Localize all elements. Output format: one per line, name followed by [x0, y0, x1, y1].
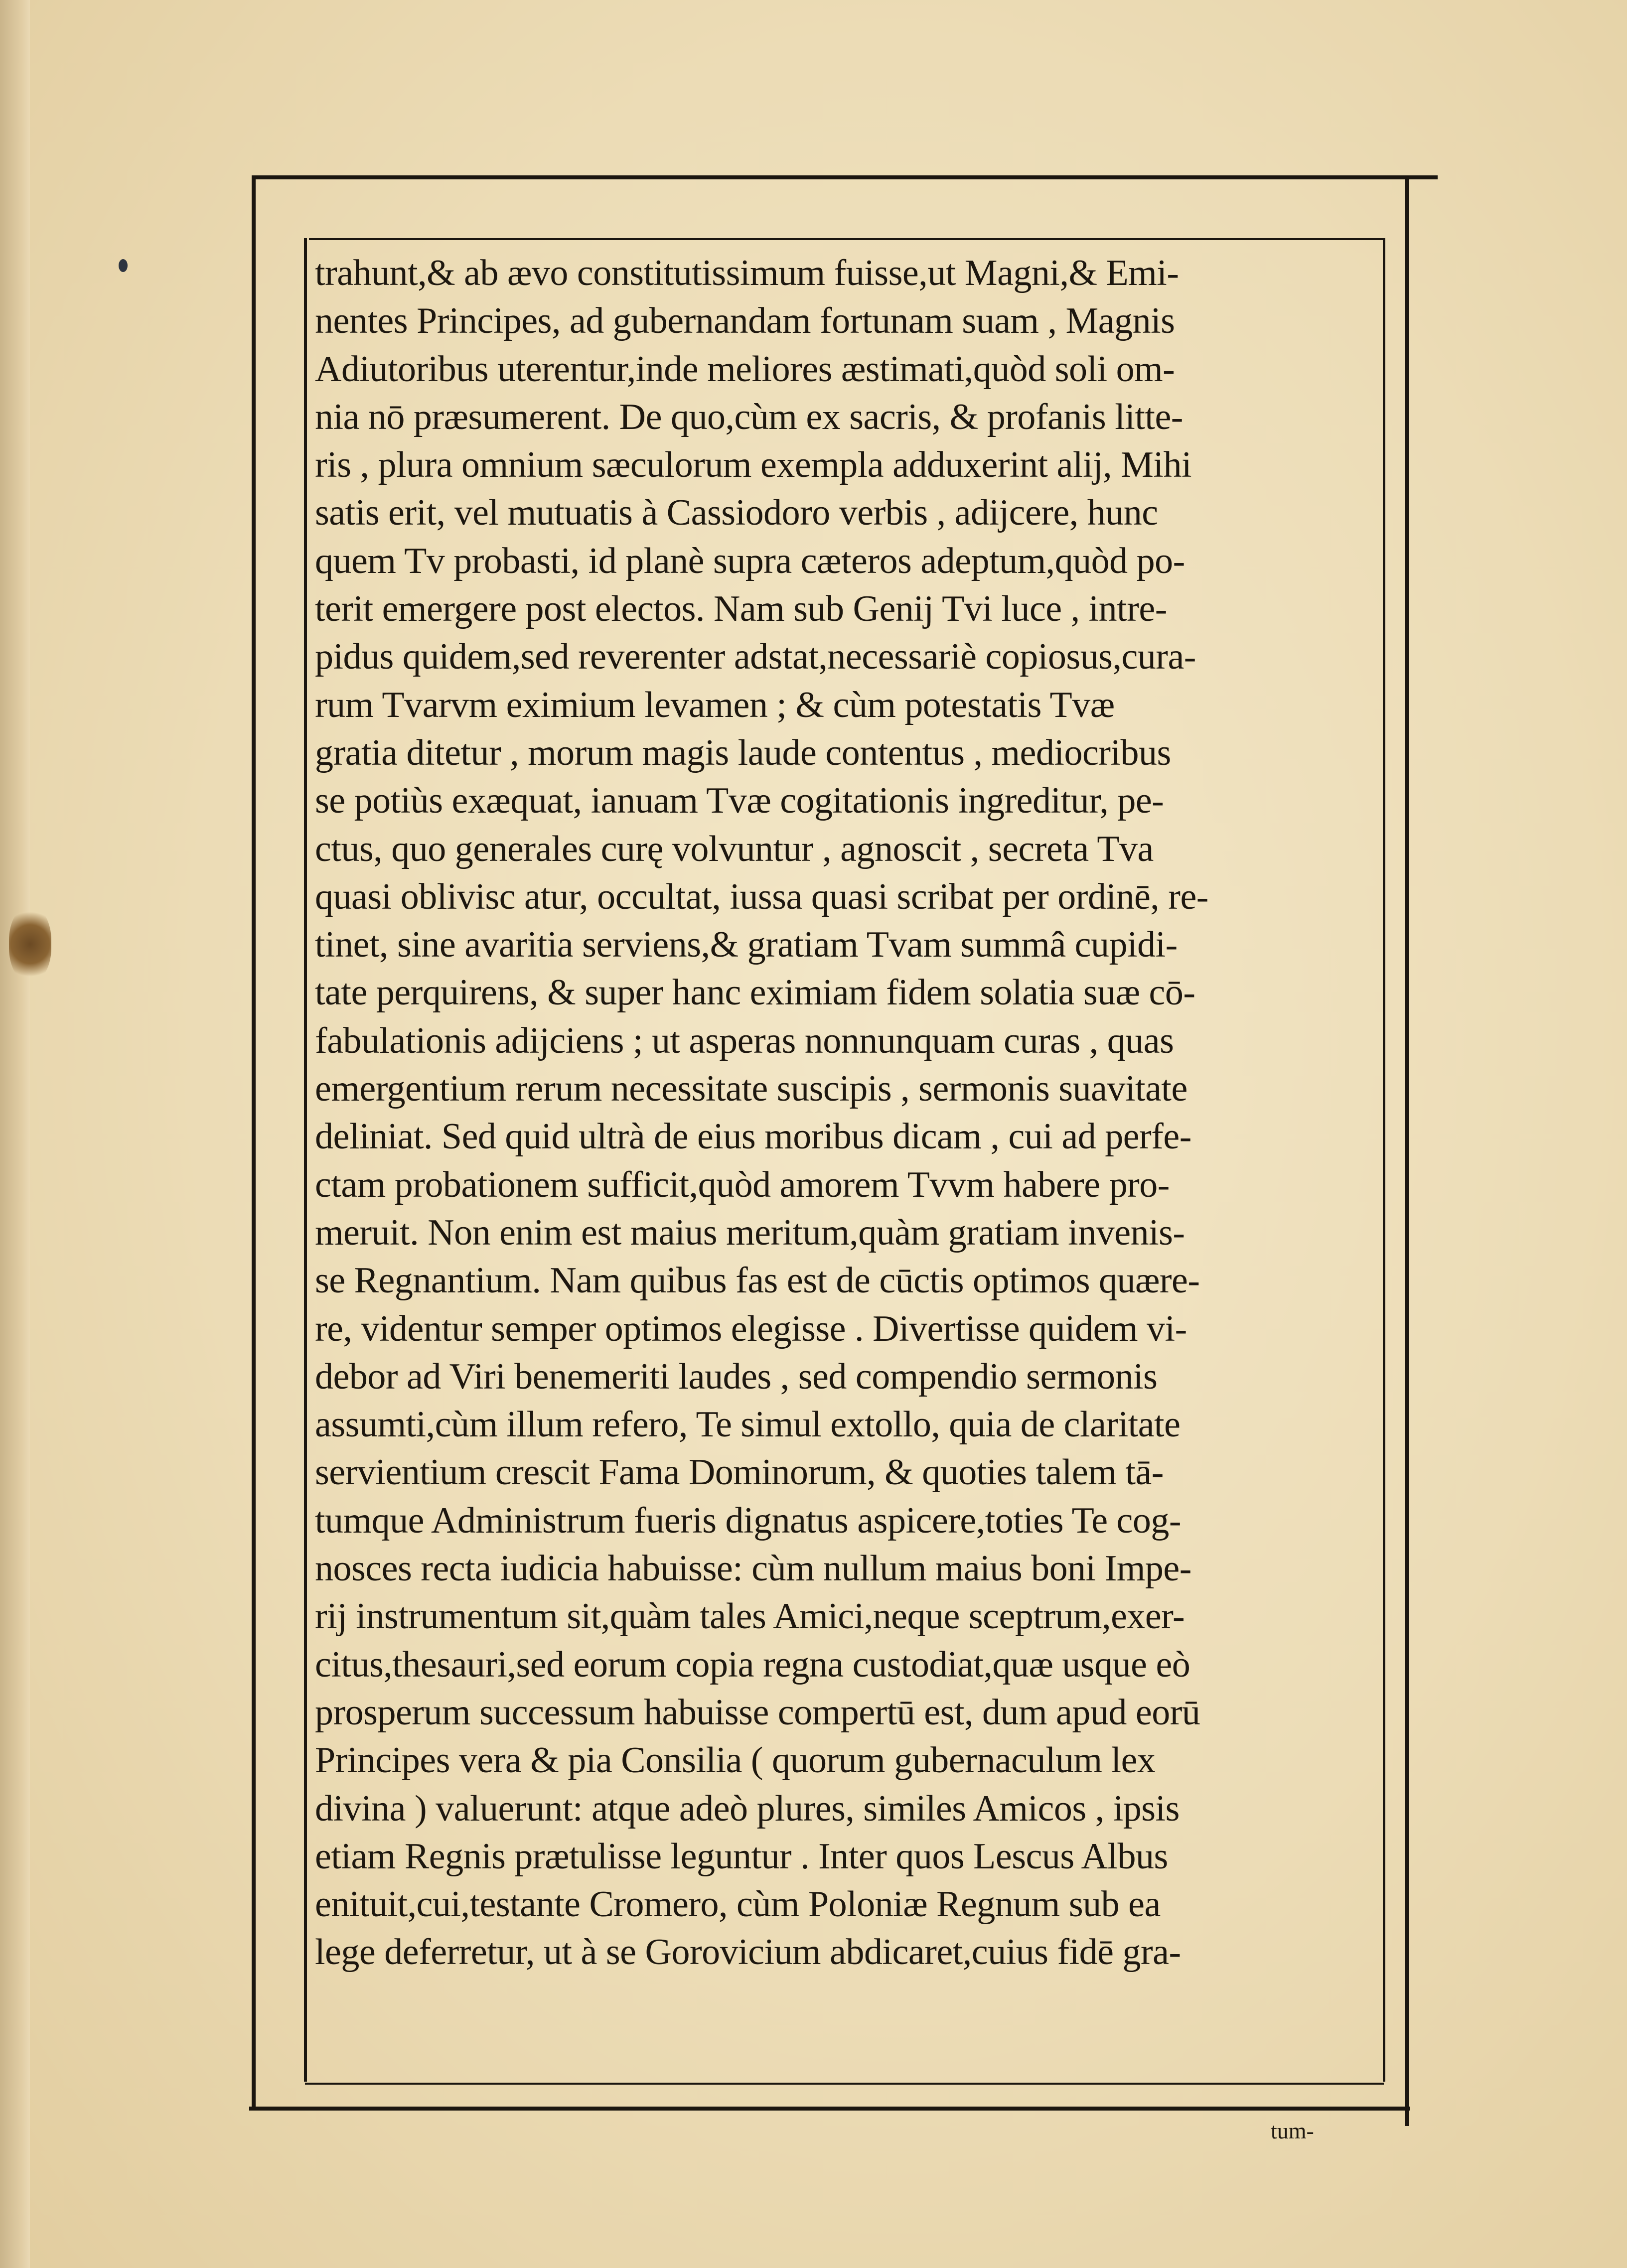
text-line: tate perquirens, & super hanc eximiam fidem solatia suæ cō-: [315, 972, 1195, 1013]
text-line: se Regnantium. Nam quibus fas est de cūctis optimos quære-: [315, 1260, 1200, 1301]
body-text: [315, 249, 1379, 1977]
text-line: etiam Regnis prætulisse leguntur . Inter quos Lescus Albus: [315, 1836, 1168, 1877]
text-line: debor ad Viri benemeriti laudes , sed compendio sermonis: [315, 1356, 1158, 1397]
text-line: tinet, sine avaritia serviens,& gratiam Tvam summâ cupidi-: [315, 924, 1178, 966]
catchword: tum-: [1271, 2118, 1314, 2143]
text-box-rule-right: [1383, 238, 1385, 2082]
text-line: nia nō præsumerent. De quo,cùm ex sacris, & profanis litte-: [315, 396, 1183, 437]
text-line: tumque Administrum fueris dignatus aspicere,toties Te cog-: [315, 1500, 1182, 1541]
text-line: citus,thesauri,sed eorum copia regna custodiat,quæ usque eò: [315, 1644, 1190, 1685]
text-line: ris , plura omnium sæculorum exempla adduxerint alij, Mihi: [315, 444, 1192, 486]
text-box-rule-bottom: [305, 2083, 1384, 2085]
ink-spot: [119, 259, 128, 272]
text-line: se potiùs exæquat, ianuam Tvæ cogitationis ingreditur, pe-: [315, 780, 1164, 822]
frame-rule-top: [252, 175, 1438, 179]
text-line: nentes Principes, ad gubernandam fortunam suam , Magnis: [315, 300, 1175, 342]
text-line: lege deferretur, ut à se Gorovicium abdicaret,cuius fidē gra-: [315, 1932, 1181, 1973]
text-line: quasi oblivisc atur, occultat, iussa quasi scribat per ordinē, re-: [315, 876, 1208, 917]
text-line: trahunt,& ab ævo constitutissimum fuisse,ut Magni,& Emi-: [315, 253, 1179, 293]
text-line: Principes vera & pia Consilia ( quorum gubernaculum lex: [315, 1740, 1156, 1781]
page-left-edge: [0, 0, 30, 2268]
text-line: servientium crescit Fama Dominorum, & quoties talem tā-: [315, 1452, 1164, 1493]
text-line: Adiutoribus uterentur,inde meliores æstimati,quòd soli om-: [315, 348, 1175, 390]
text-line: nosces recta iudicia habuisse: cùm nullum maius boni Impe-: [315, 1548, 1191, 1589]
text-line: satis erit, vel mutuatis à Cassiodoro verbis , adijcere, hunc: [315, 492, 1158, 534]
text-line: divina ) valuerunt: atque adeò plures, similes Amicos , ipsis: [315, 1788, 1180, 1829]
text-line: terit emergere post electos. Nam sub Genij Tvi luce , intre-: [315, 588, 1167, 630]
text-line: quem Tv probasti, id planè supra cæteros adeptum,quòd po-: [315, 540, 1185, 581]
frame-rule-bottom: [249, 2107, 1410, 2111]
text-line: emergentium rerum necessitate suscipis , sermonis suavitate: [315, 1068, 1187, 1110]
text-line: gratia ditetur , morum magis laude contentus , mediocribus: [315, 732, 1171, 773]
text-line: rum Tvarvm eximium levamen ; & cùm potestatis Tvæ: [315, 684, 1115, 725]
text-line: ctus, quo generales curę volvuntur , agnoscit , secreta Tva: [315, 828, 1154, 869]
text-line: pidus quidem,sed reverenter adstat,necessariè copiosus,cura-: [315, 636, 1196, 678]
frame-rule-left: [252, 175, 256, 2109]
text-box-rule-left: [304, 238, 307, 2082]
text-line: prosperum successum habuisse compertū est, dum apud eorū: [315, 1692, 1200, 1733]
frame-rule-right: [1405, 175, 1409, 2126]
text-line: enituit,cui,testante Cromero, cùm Poloniæ Regnum sub ea: [315, 1884, 1161, 1925]
text-line: rij instrumentum sit,quàm tales Amici,neque sceptrum,exer-: [315, 1596, 1185, 1637]
text-line: assumti,cùm illum refero, Te simul extollo, quia de claritate: [315, 1404, 1181, 1445]
paper-stain: [9, 907, 51, 982]
text-box-rule-top: [309, 238, 1385, 240]
text-line: re, videntur semper optimos elegisse . Divertisse quidem vi-: [315, 1308, 1187, 1349]
text-line: meruit. Non enim est maius meritum,quàm gratiam invenis-: [315, 1212, 1185, 1253]
text-line: deliniat. Sed quid ultrà de eius moribus dicam , cui ad perfe-: [315, 1116, 1191, 1157]
text-line: ctam probationem sufficit,quòd amorem Tvvm habere pro-: [315, 1164, 1170, 1205]
text-line: fabulationis adijciens ; ut asperas nonnunquam curas , quas: [315, 1020, 1174, 1061]
